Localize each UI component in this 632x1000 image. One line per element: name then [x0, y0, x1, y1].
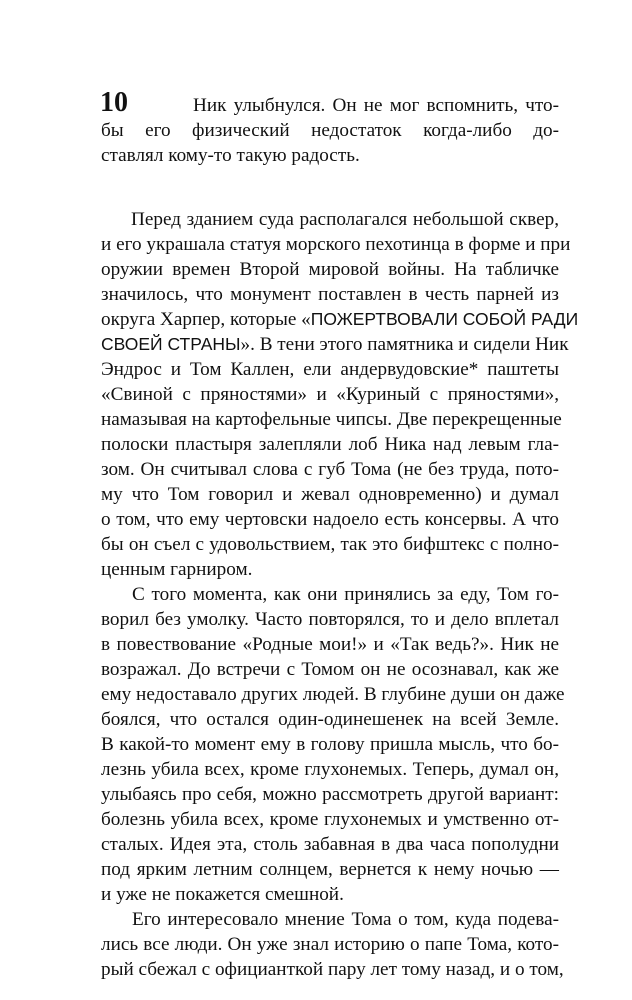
text-line: и его украшала статуя морского пехотинца в форме и при: [101, 234, 571, 255]
text-line: [101, 332, 569, 357]
text-line: боялся, что остался один-одинешенек на всей Земле.: [101, 709, 559, 730]
text-line: му что Том говорил и жевал одновременно) и думал: [101, 484, 559, 505]
caps-fragment: СВОЕЙ СТРАНЫ: [101, 334, 241, 354]
text-line: ценным гарниром.: [101, 559, 253, 580]
page-number: 10: [100, 87, 128, 118]
text-line: Эндрос и Том Каллен, ели андервудовские* паштеты: [101, 359, 559, 380]
text-line: болезнь убила всех, кроме глухонемых и умственно от-: [101, 809, 559, 830]
text-line: ворил без умолку. Часто повторялся, то и дело вплетал: [101, 609, 559, 630]
text-line: оружии времен Второй мировой войны. На табличке: [101, 259, 559, 280]
text-line: Его интересовало мнение Тома о том, куда подева-: [132, 909, 559, 930]
text-line: значилось, что монумент поставлен в честь парней из: [101, 284, 559, 305]
text-line: бы он съел с удовольствием, так это бифштекс с полно-: [101, 534, 559, 555]
text-line: лись все люди. Он уже знал историю о папе Тома, кото-: [101, 934, 559, 955]
text-line: ставлял кому-то такую радость.: [101, 145, 360, 166]
text-line: В какой-то момент ему в голову пришла мысль, что бо-: [101, 734, 559, 755]
text-fragment: округа Харпер, которые «: [101, 309, 311, 330]
text-line: под ярким летним солнцем, вернется к нему ночью —: [101, 859, 559, 880]
text-fragment: ». В тени этого памятника и сидели Ник: [240, 334, 569, 355]
text-line: улыбаясь про себя, можно рассмотреть другой вариант:: [101, 784, 559, 805]
caps-fragment: ПОЖЕРТВОВАЛИ СОБОЙ РАДИ: [310, 309, 579, 329]
text-line: о том, что ему чертовски надоело есть консервы. А что: [101, 509, 559, 530]
text-line: и уже не покажется смешной.: [101, 884, 344, 905]
text-line: Перед зданием суда располагался небольшой сквер,: [131, 209, 559, 230]
text-line: «Свиной с пряностями» и «Куриный с пряностями»,: [101, 384, 559, 405]
text-line: рый сбежал с официанткой пару лет тому назад, и о том,: [101, 959, 564, 980]
text-line: С того момента, как они принялись за еду, Том го-: [132, 584, 559, 605]
text-line: зом. Он считывал слова с губ Тома (не без труда, пото-: [101, 459, 559, 480]
text-line: в повествование «Родные мои!» и «Так ведь?». Ник не: [101, 634, 559, 655]
text-line: возражал. До встречи с Томом он не осознавал, как же: [101, 659, 559, 680]
text-line: бы его физический недостаток когда-либо до-: [101, 120, 559, 141]
text-line: Ник улыбнулся. Он не мог вспомнить, что-: [193, 95, 559, 116]
text-line: лезнь убила всех, кроме глухонемых. Теперь, думал он,: [101, 759, 559, 780]
text-line: [101, 307, 579, 332]
text-line: полоски пластыря залепляли лоб Ника над левым гла-: [101, 434, 559, 455]
text-line: сталых. Идея эта, столь забавная в два часа пополудни: [101, 834, 559, 855]
text-line: ему недоставало других людей. В глубине души он даже: [101, 684, 565, 705]
text-line: намазывая на картофельные чипсы. Две перекрещенные: [101, 409, 562, 430]
